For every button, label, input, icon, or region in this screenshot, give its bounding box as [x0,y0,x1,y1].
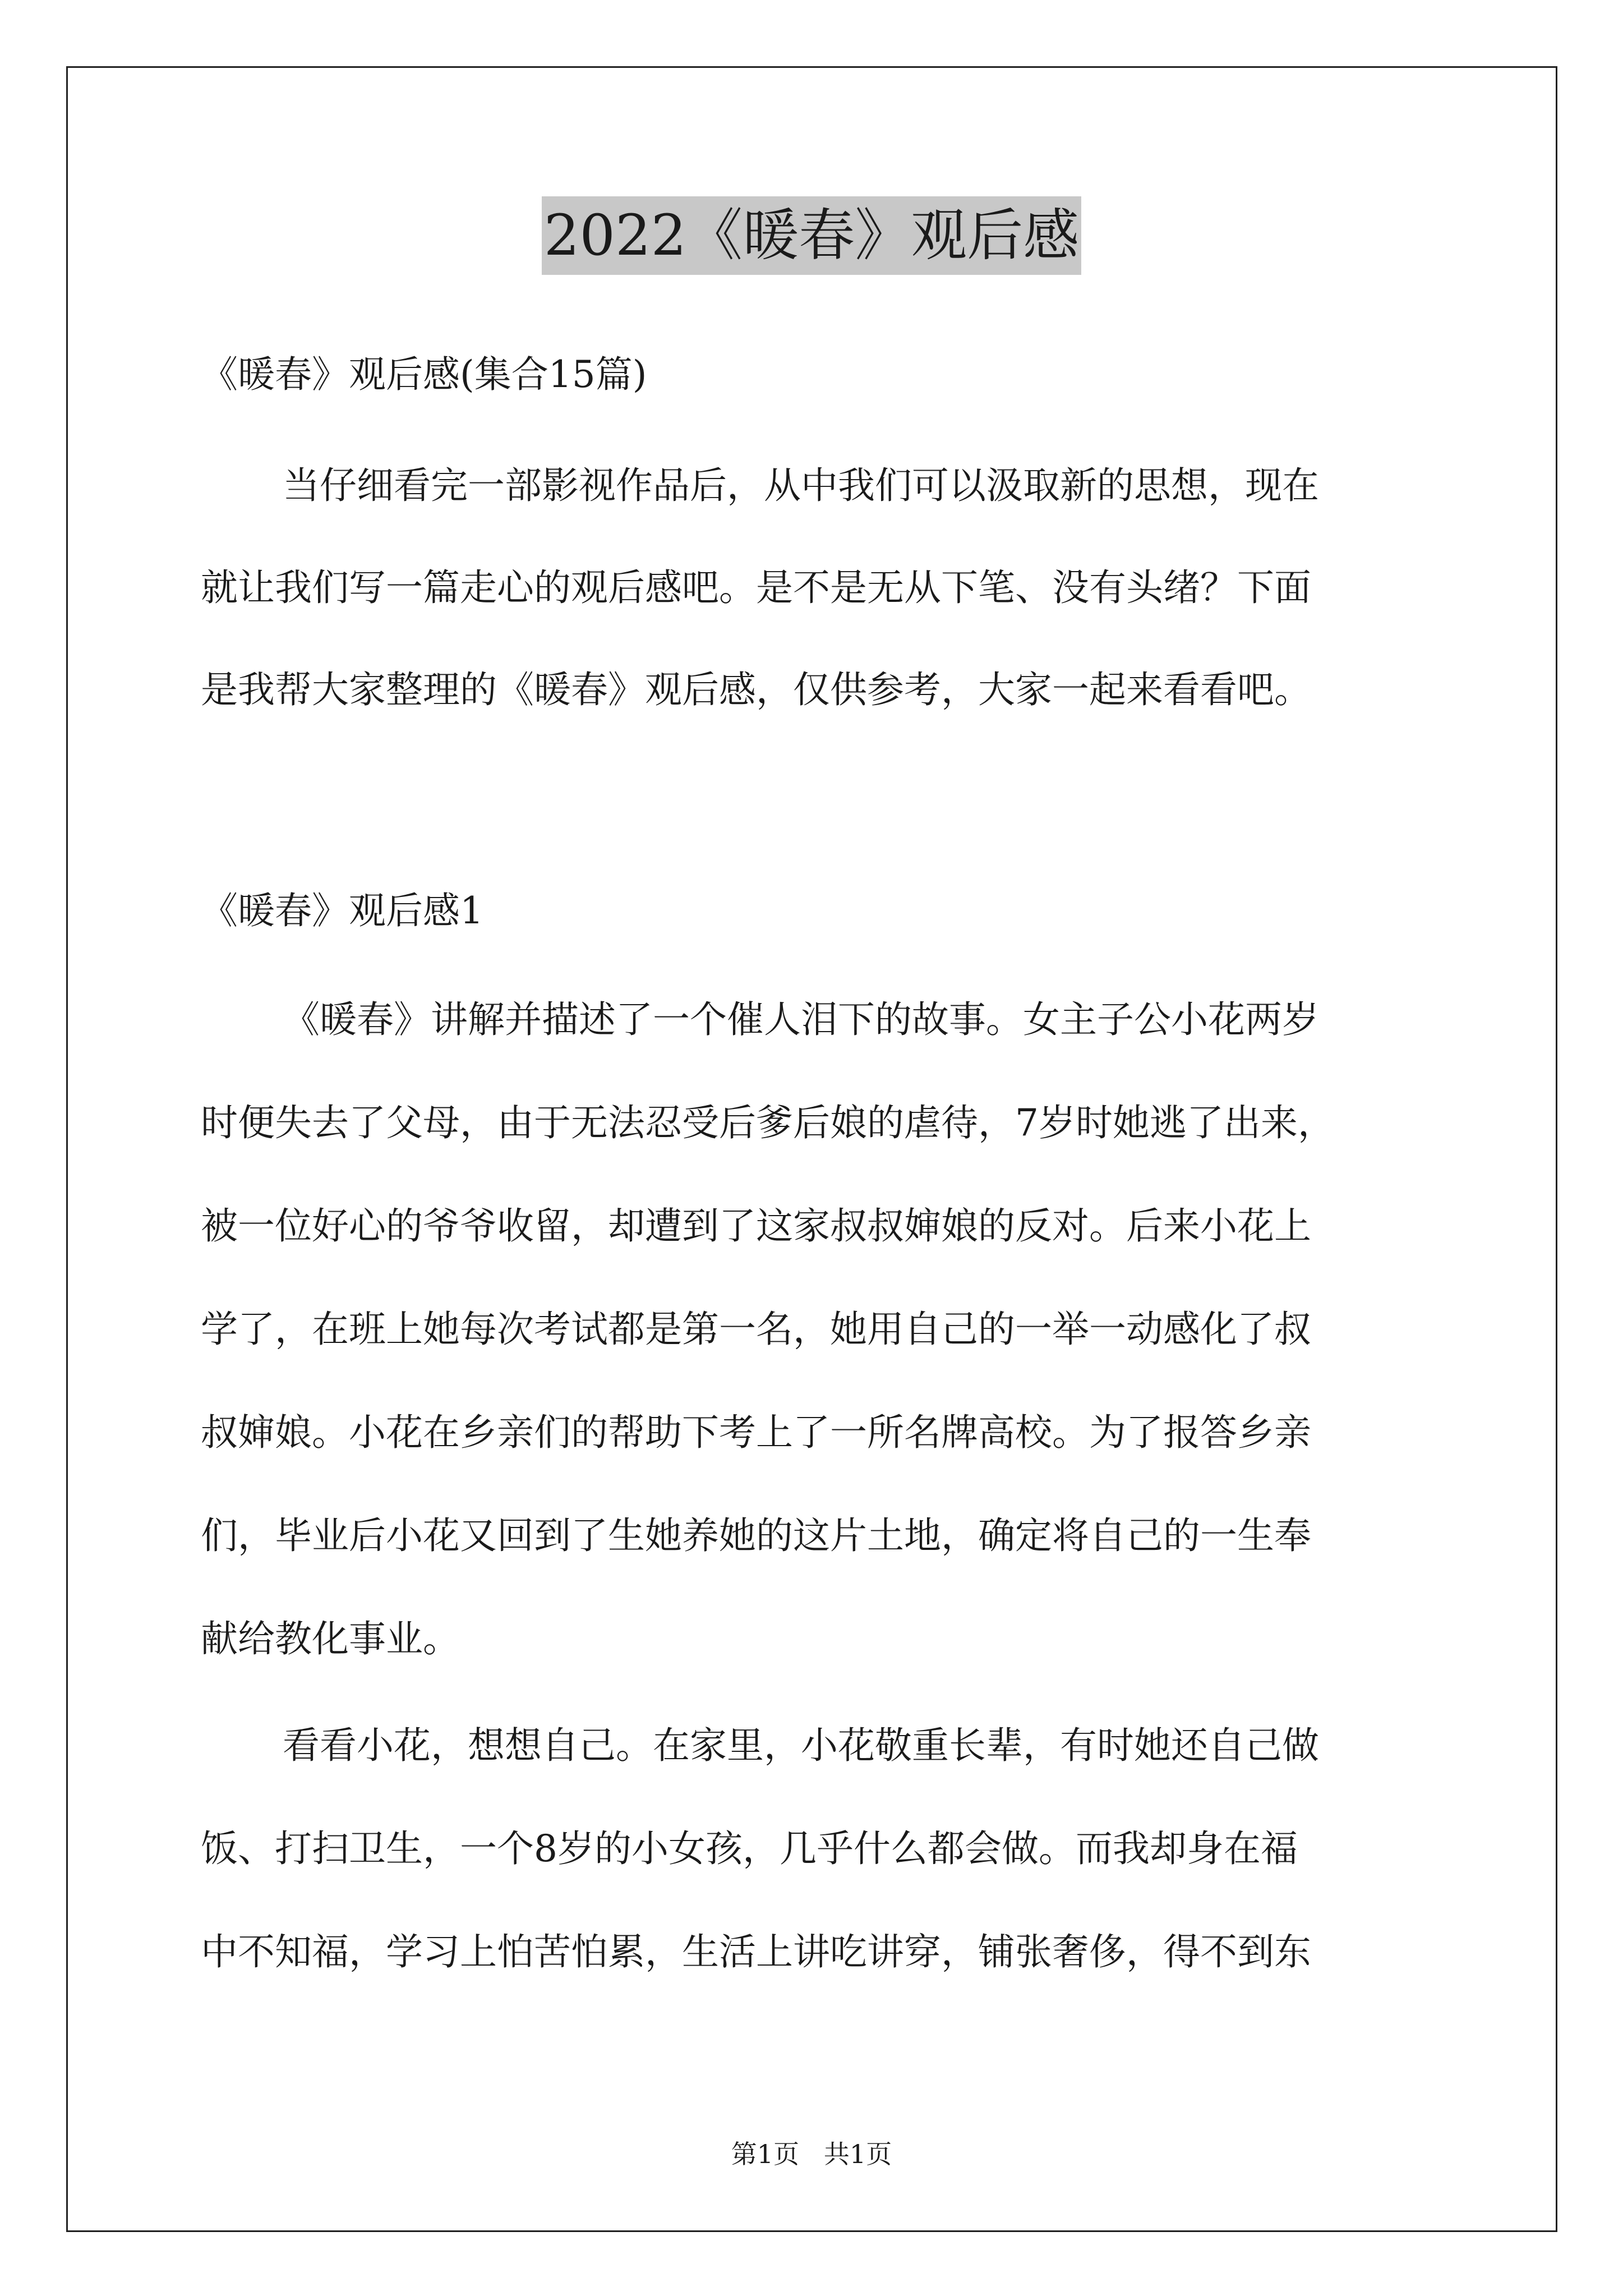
intro-line: 当仔细看完一部影视作品后，从中我们可以汲取新的思想，现在 [283,464,1319,507]
page-number: 第1页 共1页 [731,2139,892,2169]
paragraph-line: 时便失去了父母，由于无法忍受后爹后娘的虐待，7岁时她逃了出来， [201,1101,1335,1144]
paragraph-line: 饭、打扫卫生，一个8岁的小女孩，几乎什么都会做。而我却身在福 [201,1827,1298,1870]
intro-line: 就让我们写一篇走心的观后感吧。是不是无从下笔、没有头绪？下面 [201,566,1311,609]
paragraph-line: 叔婶娘。小花在乡亲们的帮助下考上了一所名牌高校。为了报答乡亲 [201,1411,1311,1454]
section-heading: 《暖春》观后感1 [201,889,483,932]
paragraph-line: 被一位好心的爷爷收留，却遭到了这家叔叔婶娘的反对。后来小花上 [201,1204,1311,1248]
document-subtitle: 《暖春》观后感(集合15篇) [201,353,647,396]
page-footer [0,2137,1623,2171]
paragraph-line: 学了，在班上她每次考试都是第一名，她用自己的一举一动感化了叔 [201,1308,1311,1351]
paragraph-line: 中不知福，学习上怕苦怕累，生活上讲吃讲穿，铺张奢侈，得不到东 [201,1930,1311,1973]
paragraph-line: 《暖春》讲解并描述了一个催人泪下的故事。女主子公小花两岁 [283,998,1319,1041]
paragraph-line: 献给教化事业。 [201,1617,460,1660]
title-container [0,196,1623,275]
paragraph-line: 看看小花，想想自己。在家里，小花敬重长辈，有时她还自己做 [283,1724,1319,1767]
intro-line: 是我帮大家整理的《暖春》观后感，仅供参考，大家一起来看看吧。 [201,668,1311,711]
paragraph-line: 们，毕业后小花又回到了生她养她的这片土地，确定将自己的一生奉 [201,1514,1311,1557]
document-title: 2022《暖春》观后感 [542,196,1082,275]
